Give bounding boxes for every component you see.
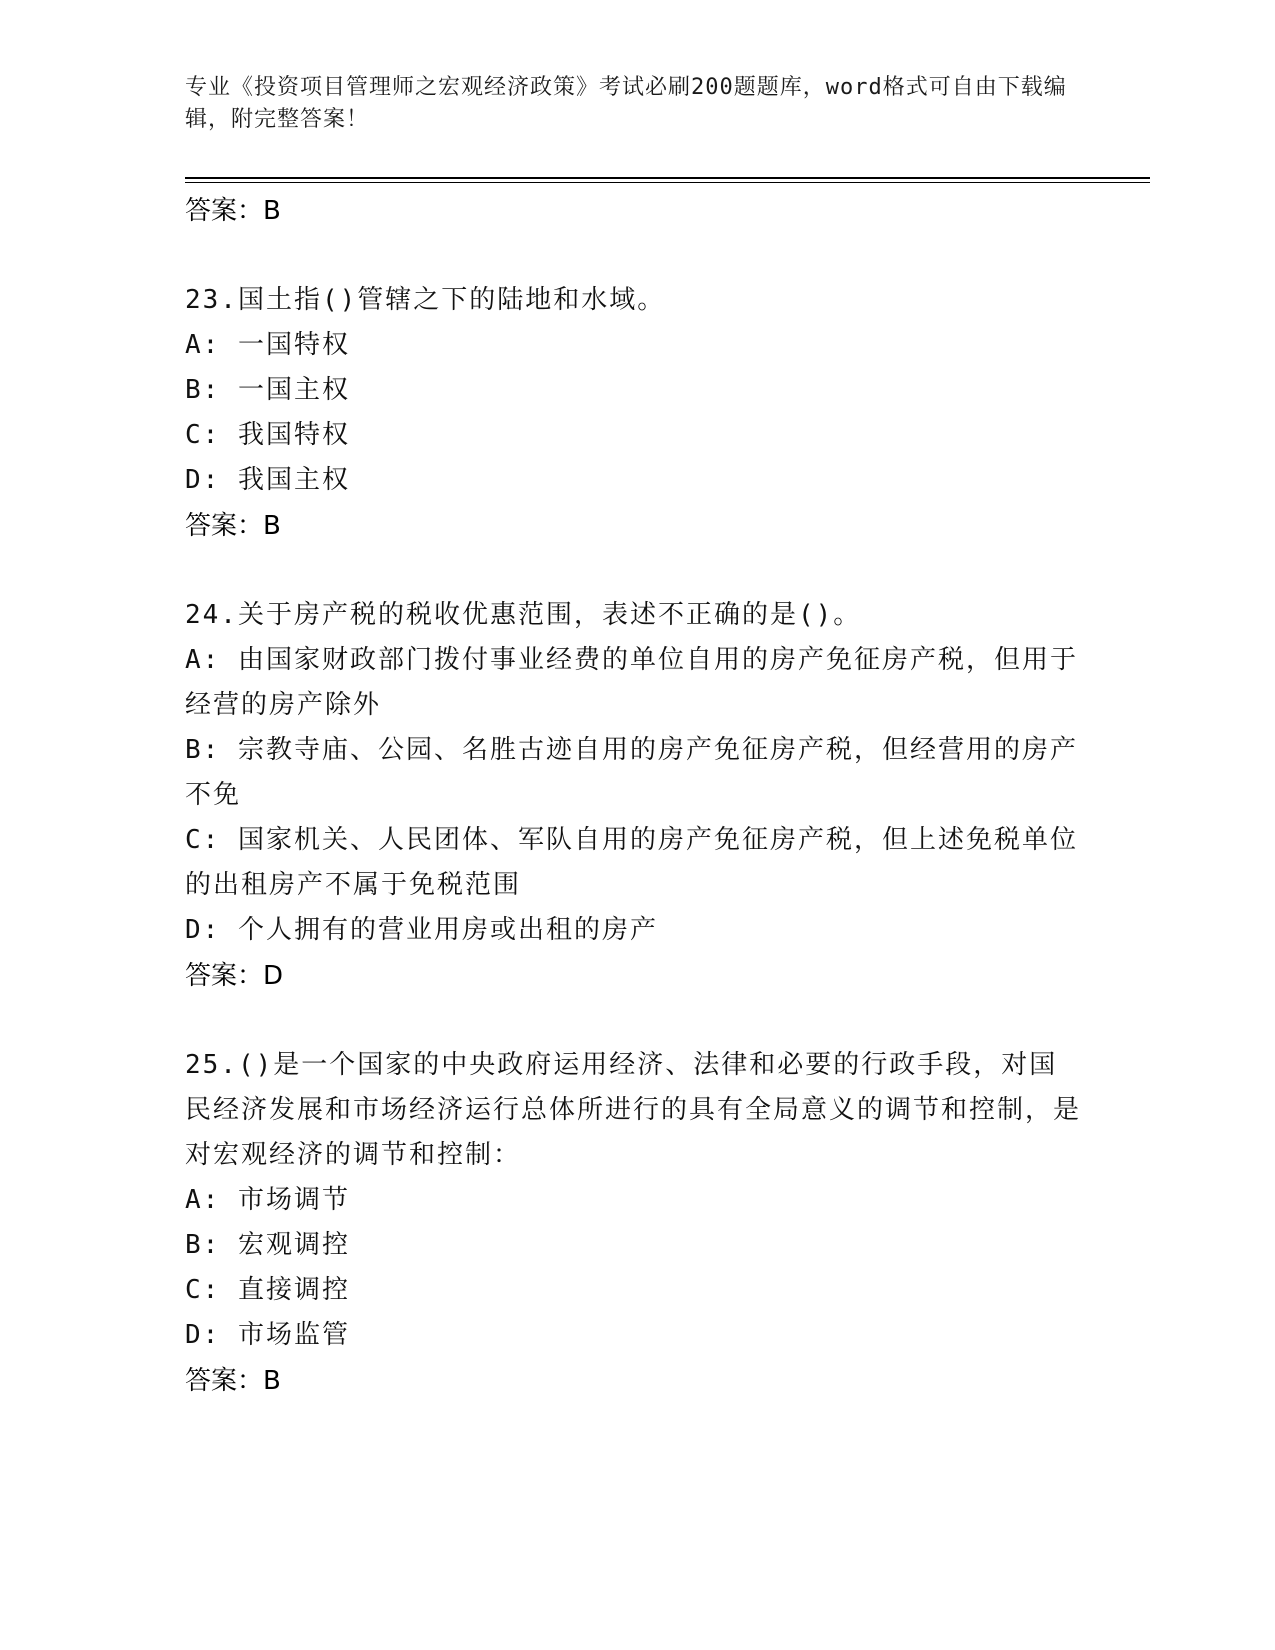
question-text: 24.关于房产税的税收优惠范围，表述不正确的是()。 bbox=[185, 600, 862, 630]
option-b: B: 宗教寺庙、公园、名胜古迹自用的房产免征房产税，但经营用的房产不免 bbox=[185, 735, 1078, 810]
answer-label: 答案：B bbox=[185, 511, 281, 541]
option-c: C: 国家机关、人民团体、军队自用的房产免征房产税，但上述免税单位的出租房产不属于免税范围 bbox=[185, 825, 1078, 900]
question-text: 23.国土指()管辖之下的陆地和水域。 bbox=[185, 285, 666, 315]
answer-label: 答案：D bbox=[185, 961, 284, 991]
option-d: D: 市场监管 bbox=[185, 1320, 350, 1350]
question-block bbox=[185, 278, 1085, 549]
option-d: D: 我国主权 bbox=[185, 465, 350, 495]
option-a: A: 市场调节 bbox=[185, 1185, 350, 1215]
option-c: C: 我国特权 bbox=[185, 420, 350, 450]
option-c: C: 直接调控 bbox=[185, 1275, 350, 1305]
option-a: A: 一国特权 bbox=[185, 330, 350, 360]
answer-label: 答案：B bbox=[185, 196, 281, 226]
question-block bbox=[185, 1043, 1085, 1404]
answer-label: 答案：B bbox=[185, 1366, 281, 1396]
option-d: D: 个人拥有的营业用房或出租的房产 bbox=[185, 915, 658, 945]
header-divider-thin bbox=[185, 182, 1150, 183]
question-block bbox=[185, 593, 1085, 999]
question-text: 25.()是一个国家的中央政府运用经济、法律和必要的行政手段，对国民经济发展和市场经济运行总体所进行的具有全局意义的调节和控制，是对宏观经济的调节和控制： bbox=[185, 1050, 1082, 1170]
option-b: B: 一国主权 bbox=[185, 375, 350, 405]
question-list bbox=[185, 188, 1085, 1404]
option-b: B: 宏观调控 bbox=[185, 1230, 350, 1260]
page-header: 专业《投资项目管理师之宏观经济政策》考试必刷200题题库，word格式可自由下载编辑，附完整答案！ bbox=[185, 75, 1067, 132]
option-a: A: 由国家财政部门拨付事业经费的单位自用的房产免征房产税，但用于经营的房产除外 bbox=[185, 645, 1078, 720]
header-divider bbox=[185, 177, 1150, 179]
